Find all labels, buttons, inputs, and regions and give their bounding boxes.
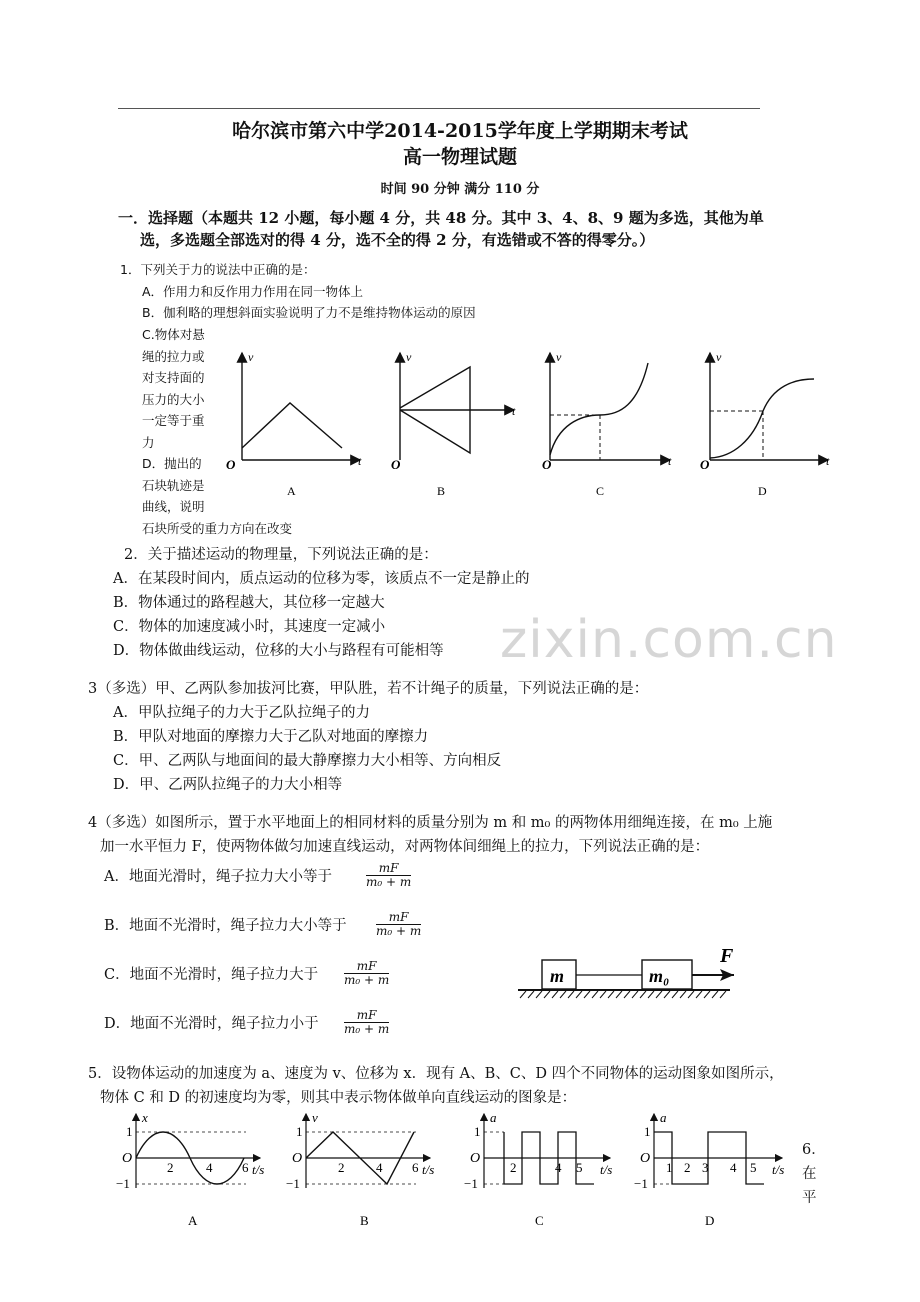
q1-x-label: t — [826, 454, 830, 468]
q1-y-label: v — [716, 350, 722, 364]
ground-hatching — [520, 991, 726, 998]
origin: O — [122, 1151, 133, 1166]
q5-graph-label-d: D — [705, 1213, 715, 1228]
q1-c-line: 力 — [142, 434, 155, 450]
q4-stem-line2: 加一水平恒力 F，使两物体做匀加速直线运动，对两物体间细绳上的拉力，下列说法正确的是： — [100, 839, 710, 855]
q1-origin: O — [226, 457, 236, 472]
q1-x-label: t — [668, 454, 672, 468]
q5-y-label: x — [142, 1110, 148, 1125]
x-tick: 5 — [576, 1160, 583, 1175]
exam-meta: 时间 90 分钟 满分 110 分 — [380, 182, 540, 197]
q5-x-label: t/s — [422, 1162, 435, 1177]
q6-fragment-1: 6． — [802, 1142, 826, 1158]
y-tick: 1 — [296, 1124, 303, 1139]
q1-graph-d — [700, 350, 830, 498]
fraction-numerator: mF — [366, 862, 411, 876]
y-tick: 1 — [126, 1124, 133, 1139]
q1-origin: O — [391, 457, 401, 472]
fraction-numerator: mF — [344, 960, 389, 974]
y-tick: −1 — [464, 1176, 478, 1191]
q5-graph-label-c: C — [535, 1213, 544, 1228]
x-tick: 4 — [206, 1160, 213, 1175]
q3-stem: 3（多选）甲、乙两队参加拔河比赛，甲队胜，若不计绳子的质量，下列说法正确的是： — [88, 681, 649, 697]
x-tick: 2 — [684, 1160, 691, 1175]
q4-option-b: B．地面不光滑时，绳子拉力大小等于 — [104, 918, 347, 934]
q1-d-line: 曲线，说明 — [142, 499, 205, 514]
q4-stem-line1: 4（多选）如图所示，置于水平地面上的相同材料的质量分别为 m 和 m₀ 的两物体用细绳连接，在 m₀ 上施 — [88, 815, 773, 831]
q6-fragment-3: 平 — [802, 1190, 817, 1206]
y-tick: 1 — [474, 1124, 481, 1139]
q1-graphs — [228, 345, 838, 505]
x-tick: 5 — [750, 1160, 757, 1175]
block-m0-label: m₀ — [649, 966, 670, 986]
q3-option-a: A．甲队拉绳子的力大于乙队拉绳子的力 — [113, 705, 370, 721]
exam-subtitle: 高一物理试题 — [402, 146, 517, 168]
q3-option-c: C．甲、乙两队与地面间的最大静摩擦力大小相等、方向相反 — [113, 753, 502, 769]
q4-option-c: C．地面不光滑时，绳子拉力大于 — [104, 967, 319, 983]
section-heading-line2: 选，多选题全部选对的得 4 分，选不全的得 2 分，有选错或不答的得零分。） — [140, 231, 655, 249]
q1-c-line: 一定等于重 — [142, 413, 205, 428]
q5-graph-a — [116, 1110, 264, 1228]
q4-fraction-b — [376, 911, 421, 938]
q1-graph-b — [391, 350, 516, 498]
q5-x-label: t/s — [600, 1162, 613, 1177]
section-heading-line1: 一．选择题（本题共 12 小题，每小题 4 分，共 48 分。其中 3、4、8、9 题为多选，其他为单 — [118, 209, 764, 227]
q5-graph-d — [634, 1110, 784, 1228]
q1-stem: 1．下列关于力的说法中正确的是： — [120, 262, 316, 277]
q1-c-line: 对支持面的 — [142, 370, 205, 385]
fraction-denominator: m₀ + m — [344, 1022, 390, 1036]
y-tick: −1 — [634, 1176, 648, 1191]
q2-option-b: B．物体通过的路程越大，其位移一定越大 — [113, 595, 385, 611]
q5-y-label: a — [490, 1110, 497, 1125]
q1-origin: O — [542, 457, 552, 472]
fraction-denominator: m₀ + m — [376, 924, 422, 938]
fraction-numerator: mF — [344, 1009, 389, 1023]
fraction-denominator: m₀ + m — [344, 973, 390, 987]
q1-option-b: B．伽利略的理想斜面实验说明了力不是维持物体运动的原因 — [142, 305, 476, 320]
q1-c-line: 绳的拉力或 — [142, 348, 205, 364]
x-tick: 6 — [412, 1160, 419, 1175]
header-rule — [118, 108, 760, 109]
q5-graph-b — [286, 1110, 434, 1228]
q4-figure — [512, 940, 750, 1002]
q5-graph-label-b: B — [360, 1213, 369, 1228]
q5-stem-line2: 物体 C 和 D 的初速度均为零，则其中表示物体做单向直线运动的图象是： — [100, 1090, 577, 1106]
q3-option-b: B．甲队对地面的摩擦力大于乙队对地面的摩擦力 — [113, 729, 429, 745]
q1-graph-label-a: A — [287, 484, 296, 498]
q1-graph-label-b: B — [437, 484, 446, 498]
q5-graph-c — [464, 1110, 612, 1228]
q1-y-label: v — [556, 350, 562, 364]
q5-x-label: t/s — [252, 1162, 265, 1177]
force-label: F — [720, 945, 734, 967]
y-tick: −1 — [116, 1176, 130, 1191]
q1-d-line: 石块所受的重力方向在改变 — [142, 520, 293, 536]
exam-title: 哈尔滨市第六中学2014-2015学年度上学期期末考试 — [232, 120, 688, 142]
q4-option-d: D．地面不光滑时，绳子拉力小于 — [104, 1016, 319, 1032]
q5-y-label: v — [312, 1110, 318, 1125]
q5-x-label: t/s — [772, 1162, 785, 1177]
q1-graph-label-d: D — [758, 484, 767, 498]
q1-c-line: 压力的大小 — [142, 391, 205, 407]
x-tick: 2 — [510, 1160, 517, 1175]
x-tick: 3 — [702, 1160, 709, 1175]
q5-graph-label-a: A — [188, 1213, 198, 1228]
origin: O — [640, 1151, 651, 1166]
watermark: zixin.com.cn — [500, 610, 838, 670]
q4-fraction-d — [344, 1009, 389, 1036]
fraction-denominator: m₀ + m — [366, 875, 412, 889]
block-m-label: m — [550, 966, 565, 986]
q1-graph-c — [542, 350, 672, 498]
x-tick: 2 — [167, 1160, 174, 1175]
x-tick: 4 — [555, 1160, 562, 1175]
q1-x-label: t — [512, 404, 516, 418]
x-tick: 6 — [242, 1160, 249, 1175]
origin: O — [470, 1151, 481, 1166]
q5-stem-line1: 5．设物体运动的加速度为 a、速度为 v、位移为 x．现有 A、B、C、D 四个不同物体的运动图象如图所示， — [88, 1066, 784, 1082]
q1-c-line: C.物体对悬 — [142, 327, 205, 342]
q2-option-c: C．物体的加速度减小时，其速度一定减小 — [113, 619, 386, 635]
q3-option-d: D．甲、乙两队拉绳子的力大小相等 — [113, 777, 343, 793]
y-tick: −1 — [286, 1176, 300, 1191]
q1-graph-a — [226, 350, 362, 498]
q1-graph-label-c: C — [596, 484, 605, 498]
q1-y-label: v — [248, 350, 254, 364]
q5-graphs — [110, 1108, 800, 1230]
q4-option-a: A．地面光滑时，绳子拉力大小等于 — [104, 869, 332, 885]
origin: O — [292, 1151, 303, 1166]
x-tick: 2 — [338, 1160, 345, 1175]
y-tick: 1 — [644, 1124, 651, 1139]
x-tick: 4 — [376, 1160, 383, 1175]
x-tick: 1 — [666, 1160, 673, 1175]
q1-d-line: D．抛出的 — [142, 456, 202, 471]
fraction-numerator: mF — [376, 911, 421, 925]
q2-option-a: A．在某段时间内，质点运动的位移为零，该质点不一定是静止的 — [113, 571, 530, 587]
q4-fraction-c — [344, 960, 389, 987]
q4-fraction-a — [366, 862, 411, 889]
q2-option-d: D．物体做曲线运动，位移的大小与路程有可能相等 — [113, 643, 444, 659]
q1-origin: O — [700, 457, 710, 472]
q1-y-label: v — [406, 350, 412, 364]
q1-x-label: t — [358, 454, 362, 468]
q5-y-label: a — [660, 1110, 667, 1125]
q1-option-a: A．作用力和反作用力作用在同一物体上 — [142, 284, 364, 299]
q2-stem: 2．关于描述运动的物理量，下列说法正确的是： — [124, 547, 438, 563]
q1-d-line: 石块轨迹是 — [142, 477, 205, 493]
q6-fragment-2: 在 — [802, 1166, 817, 1182]
x-tick: 4 — [730, 1160, 737, 1175]
